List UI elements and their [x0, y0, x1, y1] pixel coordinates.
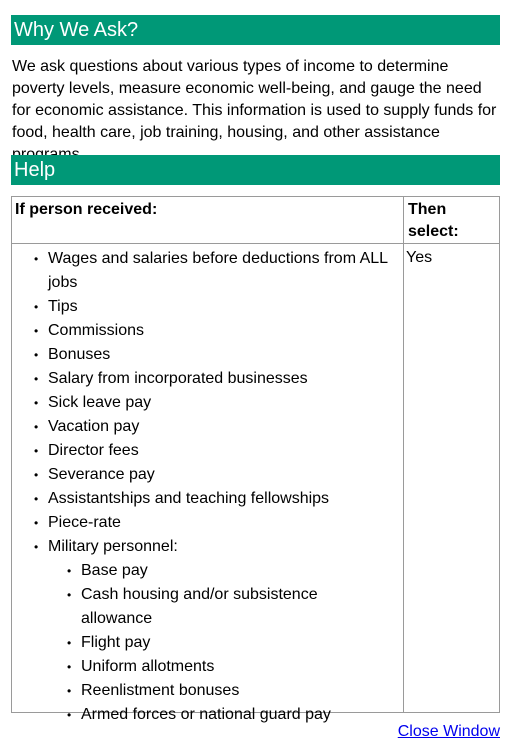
list-item: • Armed forces or national guard pay — [81, 703, 388, 727]
list-item: • Vacation pay — [48, 415, 388, 439]
list-item: • Commissions — [48, 319, 388, 343]
list-item: • Wages and salaries before deductions from ALL jobs — [48, 247, 388, 295]
list-item: • Tips — [48, 295, 388, 319]
list-item: • Sick leave pay — [48, 391, 388, 415]
answer-yes: Yes — [406, 249, 433, 266]
list-item: • Base pay — [81, 559, 388, 583]
why-we-ask-heading: Why We Ask? — [11, 15, 500, 45]
list-item: • Flight pay — [81, 631, 388, 655]
list-item: • Salary from incorporated businesses — [48, 367, 388, 391]
why-we-ask-text: We ask questions about various types of income to determine poverty levels, measure economic well-being, and gauge the need for economic assistance. This information is used to supply funds for food, health care, job training, housing, and other assistance — [12, 58, 497, 141]
list-item: • Assistantships and teaching fellowships — [48, 487, 388, 511]
table-row-divider — [12, 243, 499, 244]
list-item: • Piece-rate — [48, 511, 388, 535]
list-item: • Reenlistment bonuses — [81, 679, 388, 703]
military-personnel-label: Military personnel: — [48, 538, 178, 555]
close-window-link[interactable]: Close Window — [397, 723, 500, 740]
list-item: • Severance pay — [48, 463, 388, 487]
list-item: • Director fees — [48, 439, 388, 463]
header-then-select: Then select: — [408, 201, 459, 240]
help-table — [11, 196, 500, 723]
military-items-list — [48, 559, 388, 727]
list-item — [48, 535, 388, 727]
list-item: • Uniform allotments — [81, 655, 388, 679]
help-heading: Help — [11, 155, 500, 185]
income-items-list — [48, 247, 388, 727]
list-item: • Cash housing and/or subsistence allowance — [81, 583, 388, 631]
header-if-person-received: If person received: — [15, 201, 158, 218]
table-column-divider — [403, 197, 404, 712]
list-item: • Bonuses — [48, 343, 388, 367]
